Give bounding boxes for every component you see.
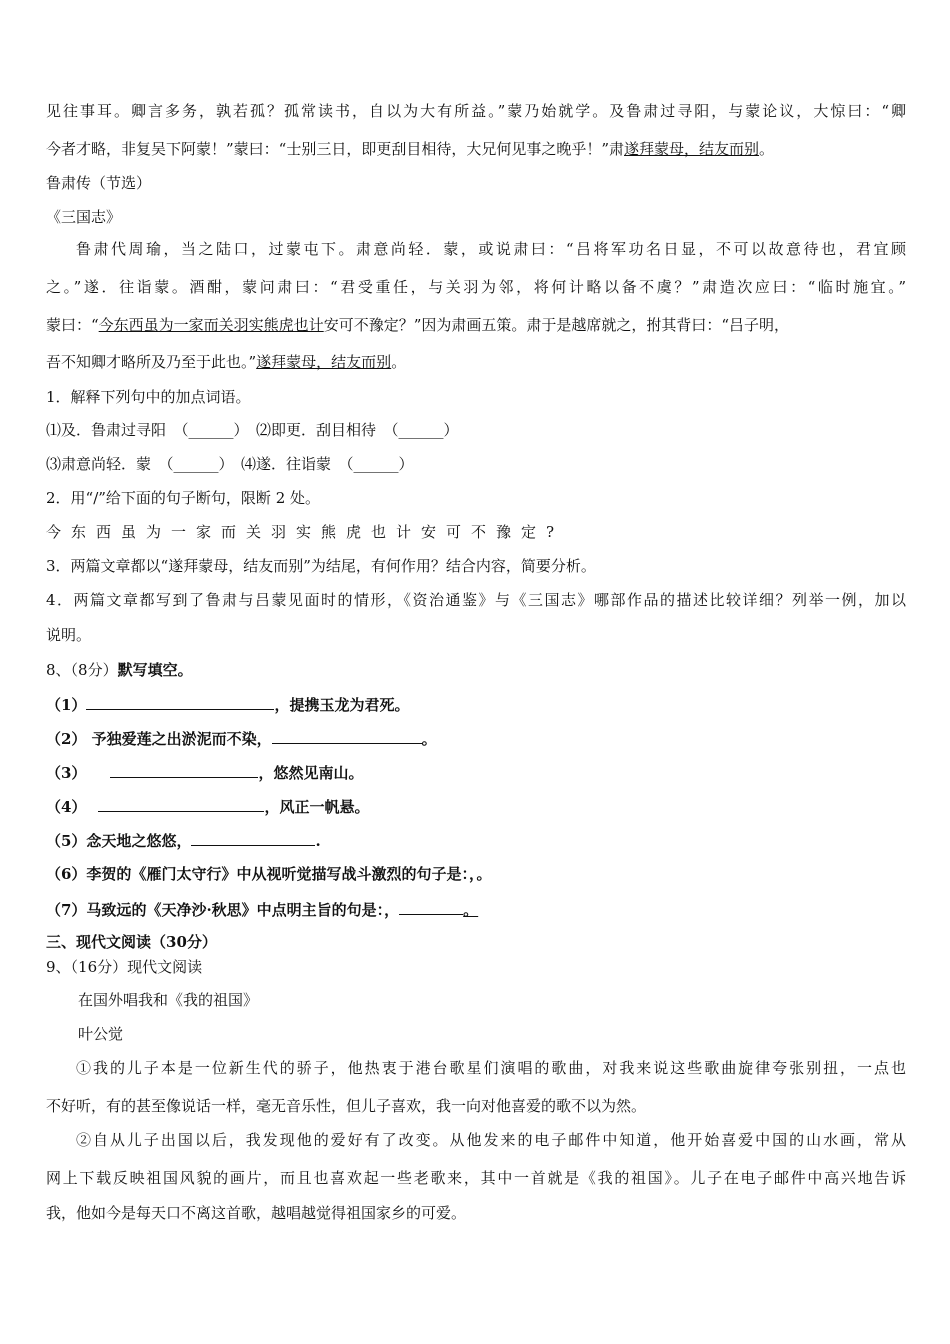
answer-blank[interactable] <box>399 899 463 915</box>
dictation-item-5 <box>46 830 906 851</box>
question-2: 2．用“/”给下面的句子断句，限断 2 处。 <box>46 489 321 507</box>
section-heading: 三、现代文阅读（30分） <box>46 933 217 951</box>
article-p2-line-3: 我，他如今是每天口不离这首歌，越唱越觉得祖国家乡的可爱。 <box>46 1204 467 1222</box>
answer-blank[interactable] <box>110 762 258 778</box>
dictation-number: 8、（8分） <box>46 661 118 679</box>
passage-title: 鲁肃传（节选） <box>46 174 152 192</box>
article-p1-line-2: 不好听，有的甚至像说话一样，毫无音乐性，但儿子喜欢，我一向对他喜爱的歌不以为然。 <box>46 1097 647 1115</box>
passage-line-1: 鲁肃代周瑜，当之陆口，过蒙屯下。肃意尚轻．蒙，或说肃曰：“吕将军功名日显，不可以故意待也，君宜顾 <box>76 240 906 258</box>
answer-blank[interactable] <box>191 830 315 846</box>
question-1: 1．解释下列句中的加点词语。 <box>46 388 251 406</box>
article-title: 在国外唱我和《我的祖国》 <box>78 991 259 1009</box>
dictation-item-2-end: 。 <box>421 730 437 748</box>
question-1-items-b: ⑶肃意尚轻．蒙 （______） ⑷遂．往诣蒙 （______） <box>46 455 414 473</box>
classical-line-2-text: 今者才略，非复吴下阿蒙！”蒙曰：“士别三日，即更刮目相待，大兄何见事之晚乎！”肃 <box>46 140 625 158</box>
dictation-item-3-num: （3） <box>46 764 87 782</box>
article-p2-line-2: 网上下载反映祖国风貌的画片，而且也喜欢起一些老歌来，其中一首就是《我的祖国》。儿子在电子邮件中高兴地告诉 <box>46 1169 906 1187</box>
passage-line-2: 之。”遂．往诣蒙。酒酣，蒙问肃曰：“君受重任，与关羽为邻，将何计略以备不虞？”肃造次应曰：“临时施宜。” <box>46 278 906 296</box>
passage-line-4-start: 吾不知卿才略所及乃至于此也。” <box>46 353 257 371</box>
question-9: 9、（16分）现代文阅读 <box>46 958 203 976</box>
classical-line-2 <box>46 139 906 159</box>
question-3: 3．两篇文章都以“遂拜蒙母，结友而别”为结尾，有何作用？结合内容，简要分析。 <box>46 557 596 575</box>
answer-blank[interactable] <box>86 694 274 710</box>
article-author: 叶公觉 <box>78 1025 124 1043</box>
passage-line-4 <box>46 352 906 372</box>
passage-line-3 <box>46 315 906 335</box>
passage-line-3-end: 安可不豫定？”因为肃画五策。肃于是越席就之，拊其背曰：“吕子明， <box>323 316 790 334</box>
dictation-item-4-text: ，风正一帆悬。 <box>264 798 370 816</box>
dictation-item-4 <box>46 796 906 817</box>
passage-line-4-end: 。 <box>391 353 407 371</box>
answer-blank[interactable] <box>98 796 264 812</box>
underlined-ending: 遂拜蒙母，结友而别 <box>256 353 392 371</box>
question-4-line-1: 4．两篇文章都写到了鲁肃与吕蒙见面时的情形，《资治通鉴》与《三国志》哪部作品的描述比较详细？列举一例，加以 <box>46 591 906 609</box>
dictation-item-6: （6）李贺的《雁门太守行》中从视听觉描写战斗激烈的句子是：，。 <box>46 865 492 883</box>
dictation-item-1-num: （1） <box>46 696 87 714</box>
dictation-item-5-text: （5）念天地之悠悠， <box>46 832 192 850</box>
dictation-item-1 <box>46 694 906 715</box>
classical-line-1: 见往事耳。卿言多务，孰若孤？孤常读书，自以为大有所益。”蒙乃始就学。及鲁肃过寻阳，与蒙论议，大惊曰：“卿 <box>46 102 906 120</box>
underlined-phrase: 遂拜蒙母，结友而别 <box>624 140 760 158</box>
dictation-item-4-num: （4） <box>46 798 87 816</box>
dictation-item-2 <box>46 728 906 749</box>
dictation-header <box>46 660 906 680</box>
question-1-items-a: ⑴及．鲁肃过寻阳 （______） ⑵即更．刮目相待 （______） <box>46 421 459 439</box>
article-p1-line-1: ①我的儿子本是一位新生代的骄子，他热衷于港台歌星们演唱的歌曲，对我来说这些歌曲旋律夸张别扭，一点也 <box>76 1059 906 1077</box>
dictation-item-7 <box>46 899 906 920</box>
question-4-line-2: 说明。 <box>46 626 92 644</box>
article-p2-line-1: ②自从儿子出国以后，我发现他的爱好有了改变。从他发来的电子邮件中知道，他开始喜爱中国的山水画，常从 <box>76 1131 906 1149</box>
answer-blank[interactable] <box>272 728 422 744</box>
dictation-item-7-text: （7）马致远的《天净沙·秋思》中点明主旨的句是：， <box>46 901 400 919</box>
dictation-title: 默写填空。 <box>117 661 193 679</box>
dictation-item-3-text: ，悠然见南山。 <box>258 764 364 782</box>
passage-source: 《三国志》 <box>46 208 122 226</box>
classical-line-2-end: 。 <box>759 140 775 158</box>
dictation-item-1-text: ，提携玉龙为君死。 <box>274 696 410 714</box>
dictation-item-3 <box>46 762 906 783</box>
dictation-item-7-end: 。 <box>463 901 479 919</box>
dictation-item-5-end: . <box>315 832 321 850</box>
question-2-sentence: 今东西虽为一家而关羽实熊虎也计安可不豫定? <box>46 523 565 541</box>
passage-line-3-start: 蒙曰：“ <box>46 316 99 334</box>
underlined-sentence: 今东西虽为一家而关羽实熊虎也计 <box>98 316 324 334</box>
dictation-item-2-text: （2） 予独爱莲之出淤泥而不染， <box>46 730 272 748</box>
